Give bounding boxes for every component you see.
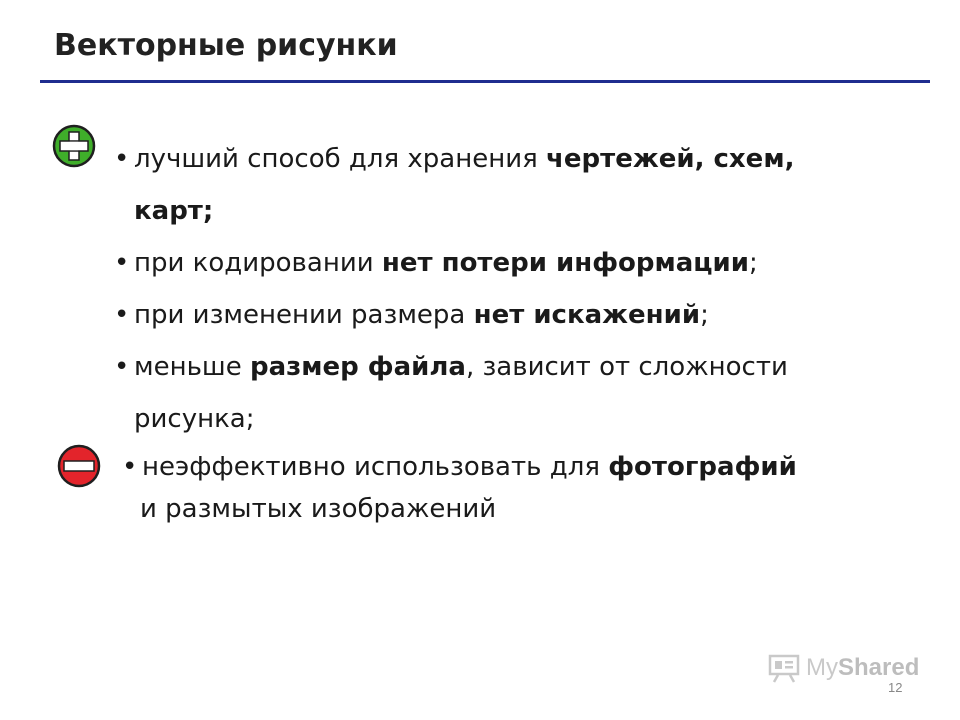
bullet-icon: • (114, 352, 130, 382)
bullet-icon: • (114, 248, 130, 278)
plus-circle-icon (52, 124, 96, 168)
bullet-icon: • (122, 452, 138, 482)
myshared-logo: MyShared (768, 650, 928, 686)
list-item: • при кодировании нет потери информации; (114, 237, 894, 289)
bullet-icon: • (114, 144, 130, 174)
list-item: • при изменении размера нет искажений; (114, 289, 894, 341)
list-item: • лучший способ для хранения чертежей, схем, карт; (114, 133, 894, 237)
cons-list (122, 446, 902, 530)
minus-circle-icon (57, 444, 101, 488)
slide-title: Векторные рисунки (54, 28, 398, 63)
page-number: 12 (888, 680, 903, 695)
list-item: • меньше размер файла, зависит от сложности рисунка; (114, 341, 894, 445)
title-divider (40, 80, 930, 83)
presentation-icon (768, 653, 800, 683)
list-item: • неэффективно использовать для фотографий и размытых изображений (122, 446, 902, 530)
pros-list (114, 133, 894, 445)
bullet-icon: • (114, 300, 130, 330)
